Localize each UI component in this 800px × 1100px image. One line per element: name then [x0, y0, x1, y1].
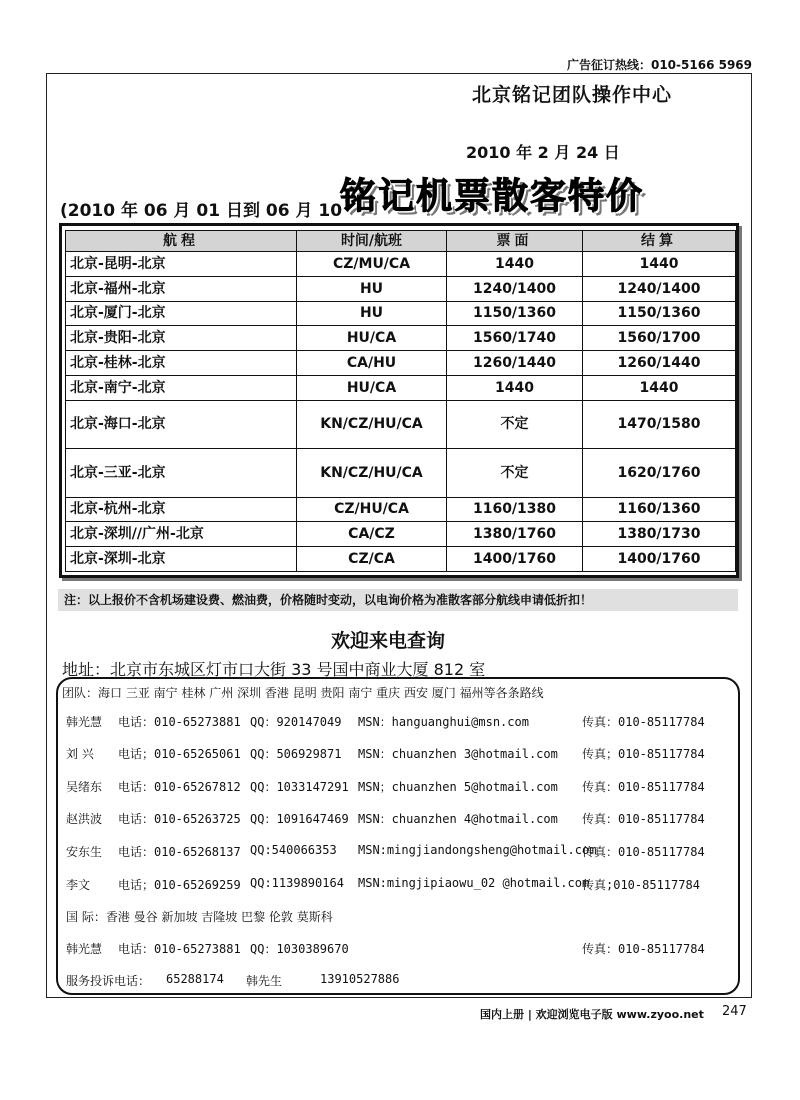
price-note: 注：以上报价不含机场建设费、燃油费，价格随时变动，以电询价格为准散客部分航线申请低折扣！ [58, 589, 738, 611]
international-routes: 国 际：香港 曼谷 新加坡 吉隆坡 巴黎 伦敦 莫斯科 [66, 910, 333, 924]
contact-fax: 传真：010-85117784 [582, 845, 705, 859]
contact-fax: 传真：010-85117784 [582, 812, 705, 826]
contact-msn[interactable]: MSN：chuanzhen 3@hotmail.com [358, 747, 558, 761]
contact-fax: 传真;010-85117784 [582, 878, 700, 892]
contact-name: 安东生 [66, 845, 103, 859]
settlement-cell: 1560/1700 [583, 326, 736, 351]
fare-row [66, 497, 736, 522]
contact-qq: QQ：1033147291 [250, 780, 349, 794]
settlement-cell: 1150/1360 [583, 301, 736, 326]
flight-cell: KN/CZ/HU/CA [297, 400, 447, 448]
contact-msn[interactable]: MSN:mingjipiaowu_02 @hotmail.com [358, 876, 590, 890]
contact-qq: QQ：506929871 [250, 747, 342, 761]
route-cell: 北京-深圳-北京 [66, 547, 297, 572]
issue-date: 2010 年 2 月 24 日 [466, 143, 620, 162]
contact-qq: QQ:540066353 [250, 843, 337, 857]
flight-cell: CZ/CA [297, 547, 447, 572]
contact-fax: 传真：010-85117784 [582, 942, 705, 956]
headline: 铭记机票散客特价 [340, 176, 645, 217]
fare-cell: 1160/1380 [447, 497, 583, 522]
contact-fax: 传真；010-85117784 [582, 747, 705, 761]
fare-cell: 1560/1740 [447, 326, 583, 351]
fare-cell: 1380/1760 [447, 522, 583, 547]
fare-row [66, 351, 736, 376]
settlement-cell: 1380/1730 [583, 522, 736, 547]
contact-qq: QQ：1091647469 [250, 812, 349, 826]
contact-qq: QQ:1139890164 [250, 876, 344, 890]
contact-phone[interactable]: 电话：010-65273881 [118, 715, 241, 729]
settlement-cell: 1440 [583, 252, 736, 277]
contact-fax: 传真：010-85117784 [582, 780, 705, 794]
flight-cell: HU [297, 276, 447, 301]
fare-row [66, 375, 736, 400]
contact-msn[interactable]: MSN:mingjiandongsheng@hotmail.com [358, 843, 597, 857]
fare-table-header [66, 231, 736, 252]
contact-name: 韩光慧 [66, 715, 103, 729]
contact-msn[interactable]: MSN：hanguanghui@msn.com [358, 715, 529, 729]
flight-cell: HU [297, 301, 447, 326]
route-cell: 北京-深圳//广州-北京 [66, 522, 297, 547]
contact-phone[interactable]: 电话；010-65269259 [118, 878, 241, 892]
route-cell: 北京-昆明-北京 [66, 252, 297, 277]
complaint-mobile[interactable]: 13910527886 [320, 972, 400, 986]
team-routes: 团队：海口 三亚 南宁 桂林 广州 深圳 香港 昆明 贵阳 南宁 重庆 西安 厦门 福州等各条路线 [62, 686, 544, 700]
contact-qq: QQ：920147049 [250, 715, 342, 729]
header-route: 航程 [66, 231, 297, 252]
fare-row [66, 547, 736, 572]
fare-row [66, 326, 736, 351]
route-cell: 北京-桂林-北京 [66, 351, 297, 376]
fare-row [66, 400, 736, 448]
flight-cell: KN/CZ/HU/CA [297, 449, 447, 497]
fare-table-frame [59, 223, 739, 578]
fare-cell: 1260/1440 [447, 351, 583, 376]
contact-name: 韩光慧 [66, 942, 103, 956]
fare-row [66, 522, 736, 547]
contact-qq: QQ：1030389670 [250, 942, 349, 956]
settlement-cell: 1260/1440 [583, 351, 736, 376]
settlement-cell: 1470/1580 [583, 400, 736, 448]
contact-phone[interactable]: 电话：010-65263725 [118, 812, 241, 826]
flight-cell: CA/CZ [297, 522, 447, 547]
fare-cell: 不定 [447, 449, 583, 497]
contact-phone[interactable]: 电话：010-65267812 [118, 780, 241, 794]
contact-name: 李文 [66, 878, 91, 892]
contact-name: 刘 兴 [66, 747, 94, 761]
fare-cell: 1240/1400 [447, 276, 583, 301]
route-cell: 北京-杭州-北京 [66, 497, 297, 522]
flight-cell: HU/CA [297, 326, 447, 351]
contact-phone[interactable]: 电话；010-65265061 [118, 747, 241, 761]
company-name: 北京铭记团队操作中心 [472, 84, 673, 106]
header-flight: 时间/航班 [297, 231, 447, 252]
route-cell: 北京-海口-北京 [66, 400, 297, 448]
fare-row [66, 252, 736, 277]
page-number: 247 [722, 1004, 747, 1019]
settlement-cell: 1620/1760 [583, 449, 736, 497]
route-cell: 北京-三亚-北京 [66, 449, 297, 497]
contact-name: 赵洪波 [66, 812, 103, 826]
route-cell: 北京-福州-北京 [66, 276, 297, 301]
welcome-title: 欢迎来电查询 [331, 630, 446, 652]
flight-cell: CZ/MU/CA [297, 252, 447, 277]
complaint-person: 韩先生 [246, 974, 283, 988]
route-cell: 北京-南宁-北京 [66, 375, 297, 400]
fare-cell: 1150/1360 [447, 301, 583, 326]
validity-period: (2010 年 06 月 01 日到 06 月 10 [60, 201, 343, 221]
route-cell: 北京-厦门-北京 [66, 301, 297, 326]
header-fare: 票面 [447, 231, 583, 252]
settlement-cell: 1240/1400 [583, 276, 736, 301]
contact-msn[interactable]: MSN：chuanzhen 4@hotmail.com [358, 812, 558, 826]
footer-text: 国内上册 | 欢迎浏览电子版 www.zyoo.net [480, 1008, 704, 1021]
contact-phone[interactable]: 电话：010-65268137 [118, 845, 241, 859]
complaint-label: 服务投诉电话： [66, 974, 151, 988]
contact-phone[interactable]: 电话：010-65273881 [118, 942, 241, 956]
fare-row [66, 276, 736, 301]
fare-cell: 1400/1760 [447, 547, 583, 572]
complaint-phone[interactable]: 65288174 [166, 972, 224, 986]
contact-msn[interactable]: MSN；chuanzhen 5@hotmail.com [358, 780, 558, 794]
fare-cell: 1440 [447, 375, 583, 400]
flight-cell: CZ/HU/CA [297, 497, 447, 522]
settlement-cell: 1160/1360 [583, 497, 736, 522]
fare-row [66, 449, 736, 497]
settlement-cell: 1400/1760 [583, 547, 736, 572]
contact-name: 吴绪东 [66, 780, 103, 794]
flight-cell: HU/CA [297, 375, 447, 400]
flight-cell: CA/HU [297, 351, 447, 376]
contact-fax: 传真：010-85117784 [582, 715, 705, 729]
ad-hotline: 广告征订热线：010-5166 5969 [566, 58, 752, 72]
address: 地址：北京市东城区灯市口大街 33 号国中商业大厦 812 室 [62, 660, 486, 679]
fare-cell: 不定 [447, 400, 583, 448]
route-cell: 北京-贵阳-北京 [66, 326, 297, 351]
fare-table [65, 230, 736, 572]
fare-row [66, 301, 736, 326]
fare-cell: 1440 [447, 252, 583, 277]
settlement-cell: 1440 [583, 375, 736, 400]
header-settlement: 结算 [583, 231, 736, 252]
